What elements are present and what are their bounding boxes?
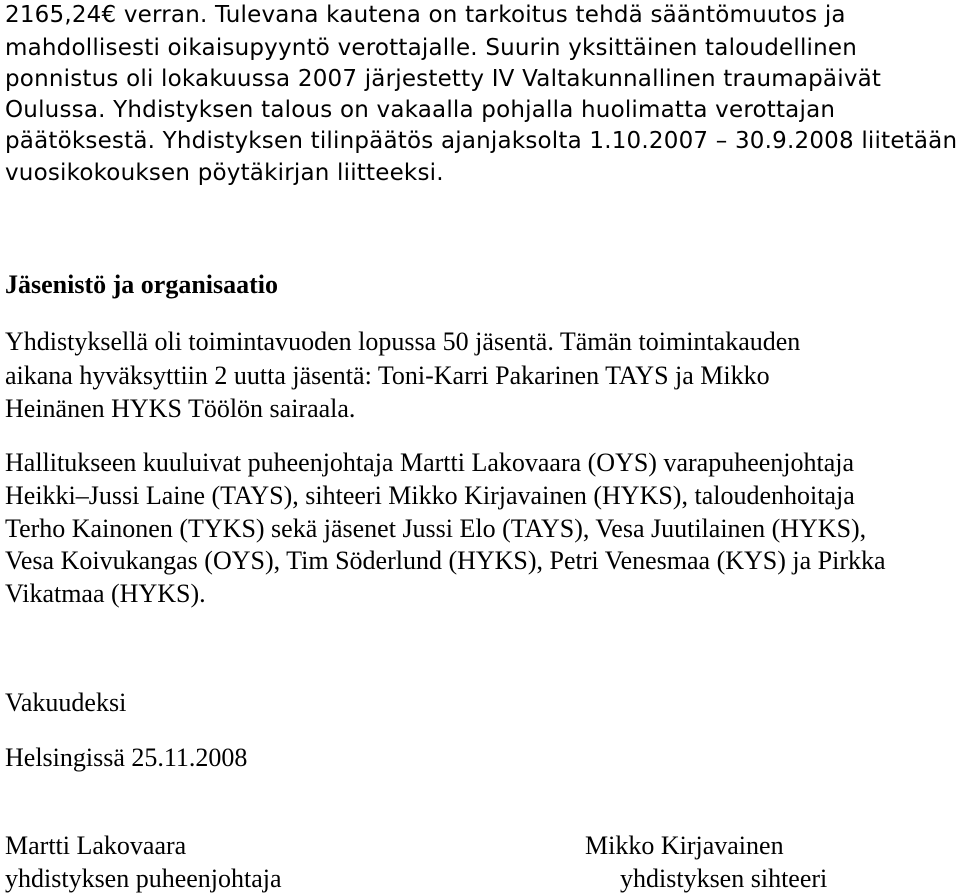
- signer-name-left: Martti Lakovaara: [5, 831, 187, 860]
- section-heading: Jäsenistö ja organisaatio: [5, 270, 278, 299]
- signer-role-left: yhdistyksen puheenjohtaja: [5, 864, 282, 893]
- place-date: Helsingissä 25.11.2008: [5, 743, 248, 772]
- intro-line-6: vuosikokouksen pöytäkirjan liitteeksi.: [5, 160, 444, 186]
- signer-name-right: Mikko Kirjavainen: [585, 831, 784, 860]
- membership-line-1: Yhdistyksellä oli toimintavuoden lopussa 50 jäsentä. Tämän toimintakauden: [5, 327, 801, 356]
- intro-line-1: 2165,24€ verran. Tulevana kautena on tarkoitus tehdä sääntömuutos ja: [5, 2, 846, 28]
- board-line-4: Vesa Koivukangas (OYS), Tim Söderlund (HYKS), Petri Venesmaa (KYS) ja Pirkka: [5, 546, 886, 575]
- signer-role-right: yhdistyksen sihteeri: [620, 864, 828, 893]
- membership-line-2: aikana hyväksyttiin 2 uutta jäsentä: Toni-Karri Pakarinen TAYS ja Mikko: [5, 361, 770, 390]
- membership-line-3: Heinänen HYKS Töölön sairaala.: [5, 394, 356, 423]
- intro-line-5: päätöksestä. Yhdistyksen tilinpäätös ajanjaksolta 1.10.2007 – 30.9.2008 liitetään: [5, 128, 958, 154]
- intro-line-3: ponnistus oli lokakuussa 2007 järjestetty IV Valtakunnallinen traumapäivät: [5, 66, 882, 92]
- attestation: Vakuudeksi: [5, 688, 127, 717]
- intro-line-4: Oulussa. Yhdistyksen talous on vakaalla pohjalla huolimatta verottajan: [5, 97, 836, 123]
- board-line-3: Terho Kainonen (TYKS) sekä jäsenet Jussi Elo (TAYS), Vesa Juutilainen (HYKS),: [5, 514, 867, 543]
- board-line-2: Heikki–Jussi Laine (TAYS), sihteeri Mikko Kirjavainen (HYKS), taloudenhoitaja: [5, 481, 855, 510]
- board-line-1: Hallitukseen kuuluivat puheenjohtaja Martti Lakovaara (OYS) varapuheenjohtaja: [5, 448, 855, 477]
- intro-line-2: mahdollisesti oikaisupyyntö verottajalle. Suurin yksittäinen taloudellinen: [5, 35, 858, 61]
- board-line-5: Vikatmaa (HYKS).: [5, 579, 206, 608]
